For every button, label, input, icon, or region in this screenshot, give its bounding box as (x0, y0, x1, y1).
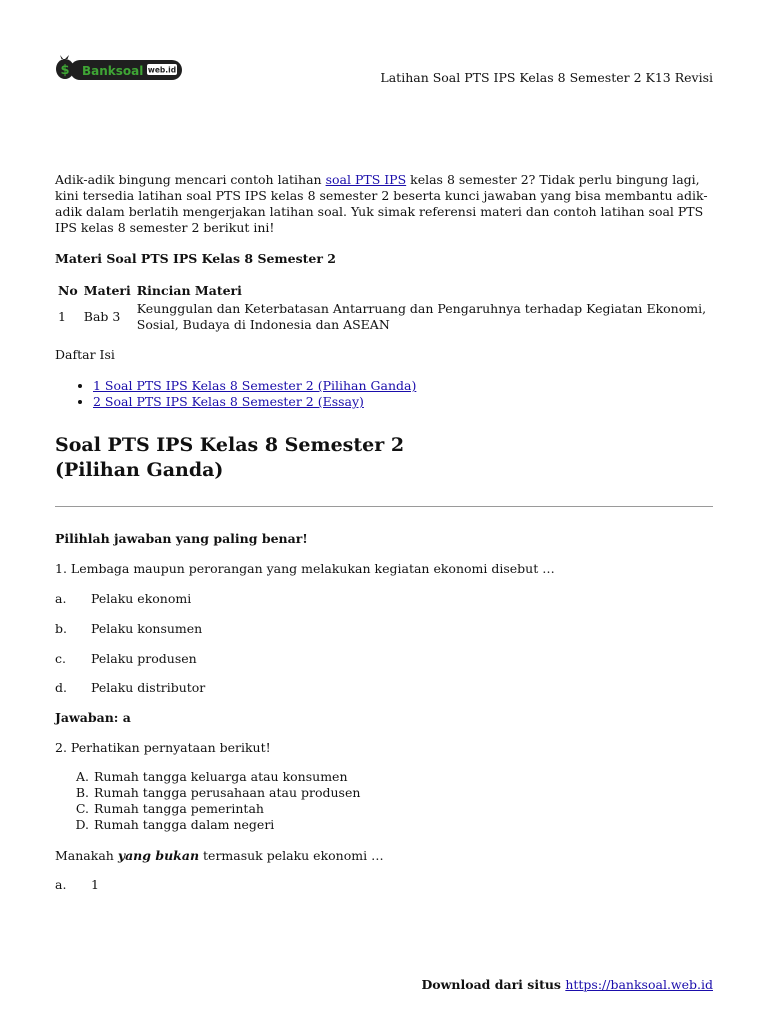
svg-text:$: $ (60, 63, 70, 78)
cell-materi: Bab 3 (83, 309, 121, 324)
toc-item (93, 394, 416, 410)
section-title (55, 433, 404, 483)
q1-option-b-text: Pelaku konsumen (91, 621, 203, 636)
q1-option-a-letter: a. (55, 591, 67, 606)
q1-answer: Jawaban: a (55, 710, 131, 725)
column-header-no: No (58, 283, 78, 298)
q2-statement-list (55, 769, 360, 833)
logo-badge: web.id (147, 65, 177, 75)
q2-question (55, 848, 384, 864)
question-2: 2. Perhatikan pernyataan berikut! (55, 740, 271, 755)
q2-question-start: Manakah (55, 848, 118, 863)
intro-text-end: kelas 8 semester 2? Tidak perlu bingung lagi, kini tersedia latihan soal PTS IPS kelas 8 semester 2 beserta kunci jawaban yang bisa membantu adik-adik dalam berlatih mengerjakan latihan soal. Yuk simak referensi materi dan contoh latihan soal PTS IPS kelas 8 semester 2 berikut ini! (55, 172, 708, 235)
section-title-line2: (Pilihan Ganda) (55, 459, 224, 481)
instruction-text: Pilihlah jawaban yang paling benar! (55, 531, 308, 546)
footer-label: Download dari situs (421, 977, 566, 992)
q1-option-b-letter: b. (55, 621, 67, 636)
cell-rincian: Keunggulan dan Keterbatasan Antarruang dan Pengaruhnya terhadap Kegiatan Ekonomi, Sosial, Budaya di Indonesia dan ASEAN (136, 301, 707, 332)
list-item: A. Rumah tangga keluarga atau konsumen (93, 769, 360, 785)
list-item: C. Rumah tangga pemerintah (93, 801, 360, 817)
header-title: Latihan Soal PTS IPS Kelas 8 Semester 2 K13 Revisi (380, 70, 713, 85)
q1-option-c-letter: c. (55, 651, 66, 666)
toc-link-essay[interactable]: 2 Soal PTS IPS Kelas 8 Semester 2 (Essay) (93, 394, 364, 409)
question-1: 1. Lembaga maupun perorangan yang melakukan kegiatan ekonomi disebut … (55, 561, 555, 576)
toc-item (93, 378, 416, 394)
footer (421, 977, 713, 992)
q1-option-d-text: Pelaku distributor (91, 680, 206, 695)
materi-table (55, 282, 715, 334)
column-header-rincian: Rincian Materi (136, 283, 242, 298)
toc-link-pilihan-ganda[interactable]: 1 Soal PTS IPS Kelas 8 Semester 2 (Pilihan Ganda) (93, 378, 417, 393)
materi-heading: Materi Soal PTS IPS Kelas 8 Semester 2 (55, 251, 337, 266)
intro-text-start: Adik-adik bingung mencari contoh latihan (55, 172, 326, 187)
table-of-contents (55, 378, 416, 410)
q2-option-a-text: 1 (91, 877, 99, 892)
soal-pts-ips-link[interactable]: soal PTS IPS (325, 172, 407, 187)
logo-wordmark: Banksoal (82, 64, 144, 78)
intro-paragraph (55, 172, 713, 236)
list-item: B. Rumah tangga perusahaan atau produsen (93, 785, 360, 801)
list-item: D. Rumah tangga dalam negeri (93, 817, 360, 833)
table-row (55, 300, 715, 334)
q1-option-d-letter: d. (55, 680, 67, 695)
section-title-line1: Soal PTS IPS Kelas 8 Semester 2 (55, 434, 405, 456)
column-header-materi: Materi (83, 283, 131, 298)
q2-question-end: termasuk pelaku ekonomi … (199, 848, 384, 863)
banksoal-logo[interactable] (55, 52, 183, 81)
section-divider (55, 506, 713, 507)
footer-site-link[interactable]: https://banksoal.web.id (565, 977, 713, 992)
cell-no: 1 (58, 309, 66, 324)
toc-label: Daftar Isi (55, 347, 115, 362)
q2-question-emphasis: yang bukan (117, 848, 200, 863)
table-header-row (55, 282, 715, 300)
q1-option-c-text: Pelaku produsen (91, 651, 197, 666)
q2-option-a-letter: a. (55, 877, 67, 892)
q1-option-a-text: Pelaku ekonomi (91, 591, 192, 606)
